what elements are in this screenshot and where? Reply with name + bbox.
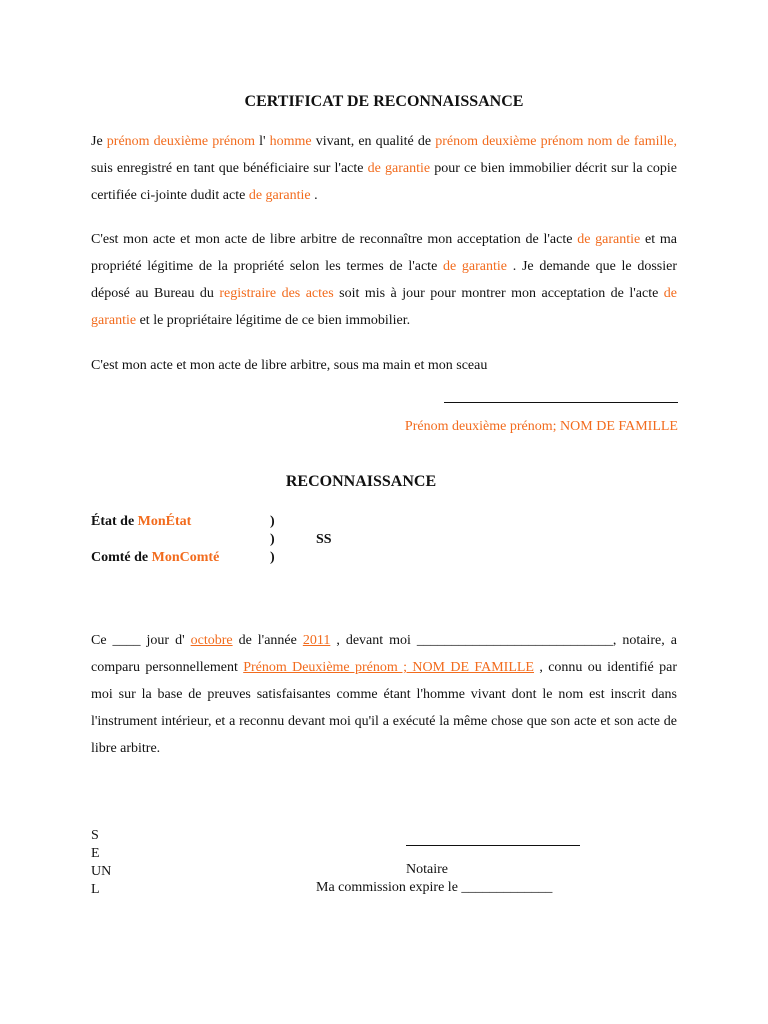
field-deed-type: de garantie [91, 286, 677, 328]
venue-state: État de MonÉtat [91, 514, 192, 529]
field-deed-type: de garantie [367, 161, 431, 176]
field-month: octobre [190, 633, 233, 648]
notary-label: Notaire [406, 862, 448, 877]
notary-signature-line [406, 845, 580, 846]
field-registrar: registraire des actes [219, 286, 334, 301]
seal-statement: C'est mon acte et mon acte de libre arbitre, sous ma main et mon sceau [91, 358, 488, 373]
seal-letter: S [91, 828, 99, 843]
seal-letter: UN [91, 864, 112, 879]
signature-line [444, 402, 678, 403]
seal-block [91, 827, 111, 899]
venue-bracket: ) [270, 550, 275, 565]
seal-letter: E [91, 846, 100, 861]
field-deed-type: de garantie [248, 188, 311, 203]
field-year: 2011 [302, 633, 331, 648]
document-title: CERTIFICAT DE RECONNAISSANCE [244, 93, 524, 110]
venue-county: Comté de MonComté [91, 550, 220, 565]
field-full-name: prénom deuxième prénom nom de famille, [435, 134, 677, 149]
beneficiary-paragraph: Je prénom deuxième prénom l' homme vivant, en qualité de prénom deuxième prénom nom de famille, suis enregistré en tant que bénéficiaire sur l'acte de garantie pour ce bien immobilier décrit sur la copie certifiée ci-jointe dudit acte de garantie . [91, 134, 677, 203]
venue-bracket: ) [270, 514, 275, 529]
field-deed-type: de garantie [443, 259, 508, 274]
seal-letter: L [91, 882, 100, 897]
notary-paragraph: Ce ____ jour d' octobre de l'année 2011 , devant moi ____________________________, notaire, a comparu personnellement Prénom Deuxième prénom ; NOM DE FAMILLE , connu ou identifié par moi sur la base de preuves satisfaisantes comme étant l'homme vivant dont le nom est inscrit dans l'instrument intérieur, et a reconnu devant moi qu'il a exécuté la même chose que son acte et son acte de libre arbitre. [91, 633, 677, 756]
field-county: MonComté [151, 550, 220, 565]
field-state: MonÉtat [137, 514, 192, 529]
acceptance-paragraph: C'est mon acte et mon acte de libre arbitre de reconnaître mon acceptation de l'acte de garantie et ma propriété légitime de la propriété selon les termes de l'acte de garantie . Je demande que le dossier déposé au Bureau du registraire des actes soit mis à jour pour montrer mon acceptation de l'acte de garantie et le propriétaire légitime de ce bien immobilier. [91, 232, 677, 328]
field-appearer-name: Prénom Deuxième prénom ; NOM DE FAMILLE [243, 660, 534, 675]
venue-bracket: ) [270, 532, 275, 547]
venue-ss: SS [316, 532, 332, 547]
signature-name: Prénom deuxième prénom; NOM DE FAMILLE [404, 419, 678, 434]
acknowledgment-title: RECONNAISSANCE [285, 473, 437, 490]
field-gender: homme [269, 134, 312, 149]
field-first-middle-name: prénom deuxième prénom [106, 134, 255, 149]
commission-expiry: Ma commission expire le _____________ [316, 880, 553, 895]
field-deed-type: de garantie [577, 232, 641, 247]
